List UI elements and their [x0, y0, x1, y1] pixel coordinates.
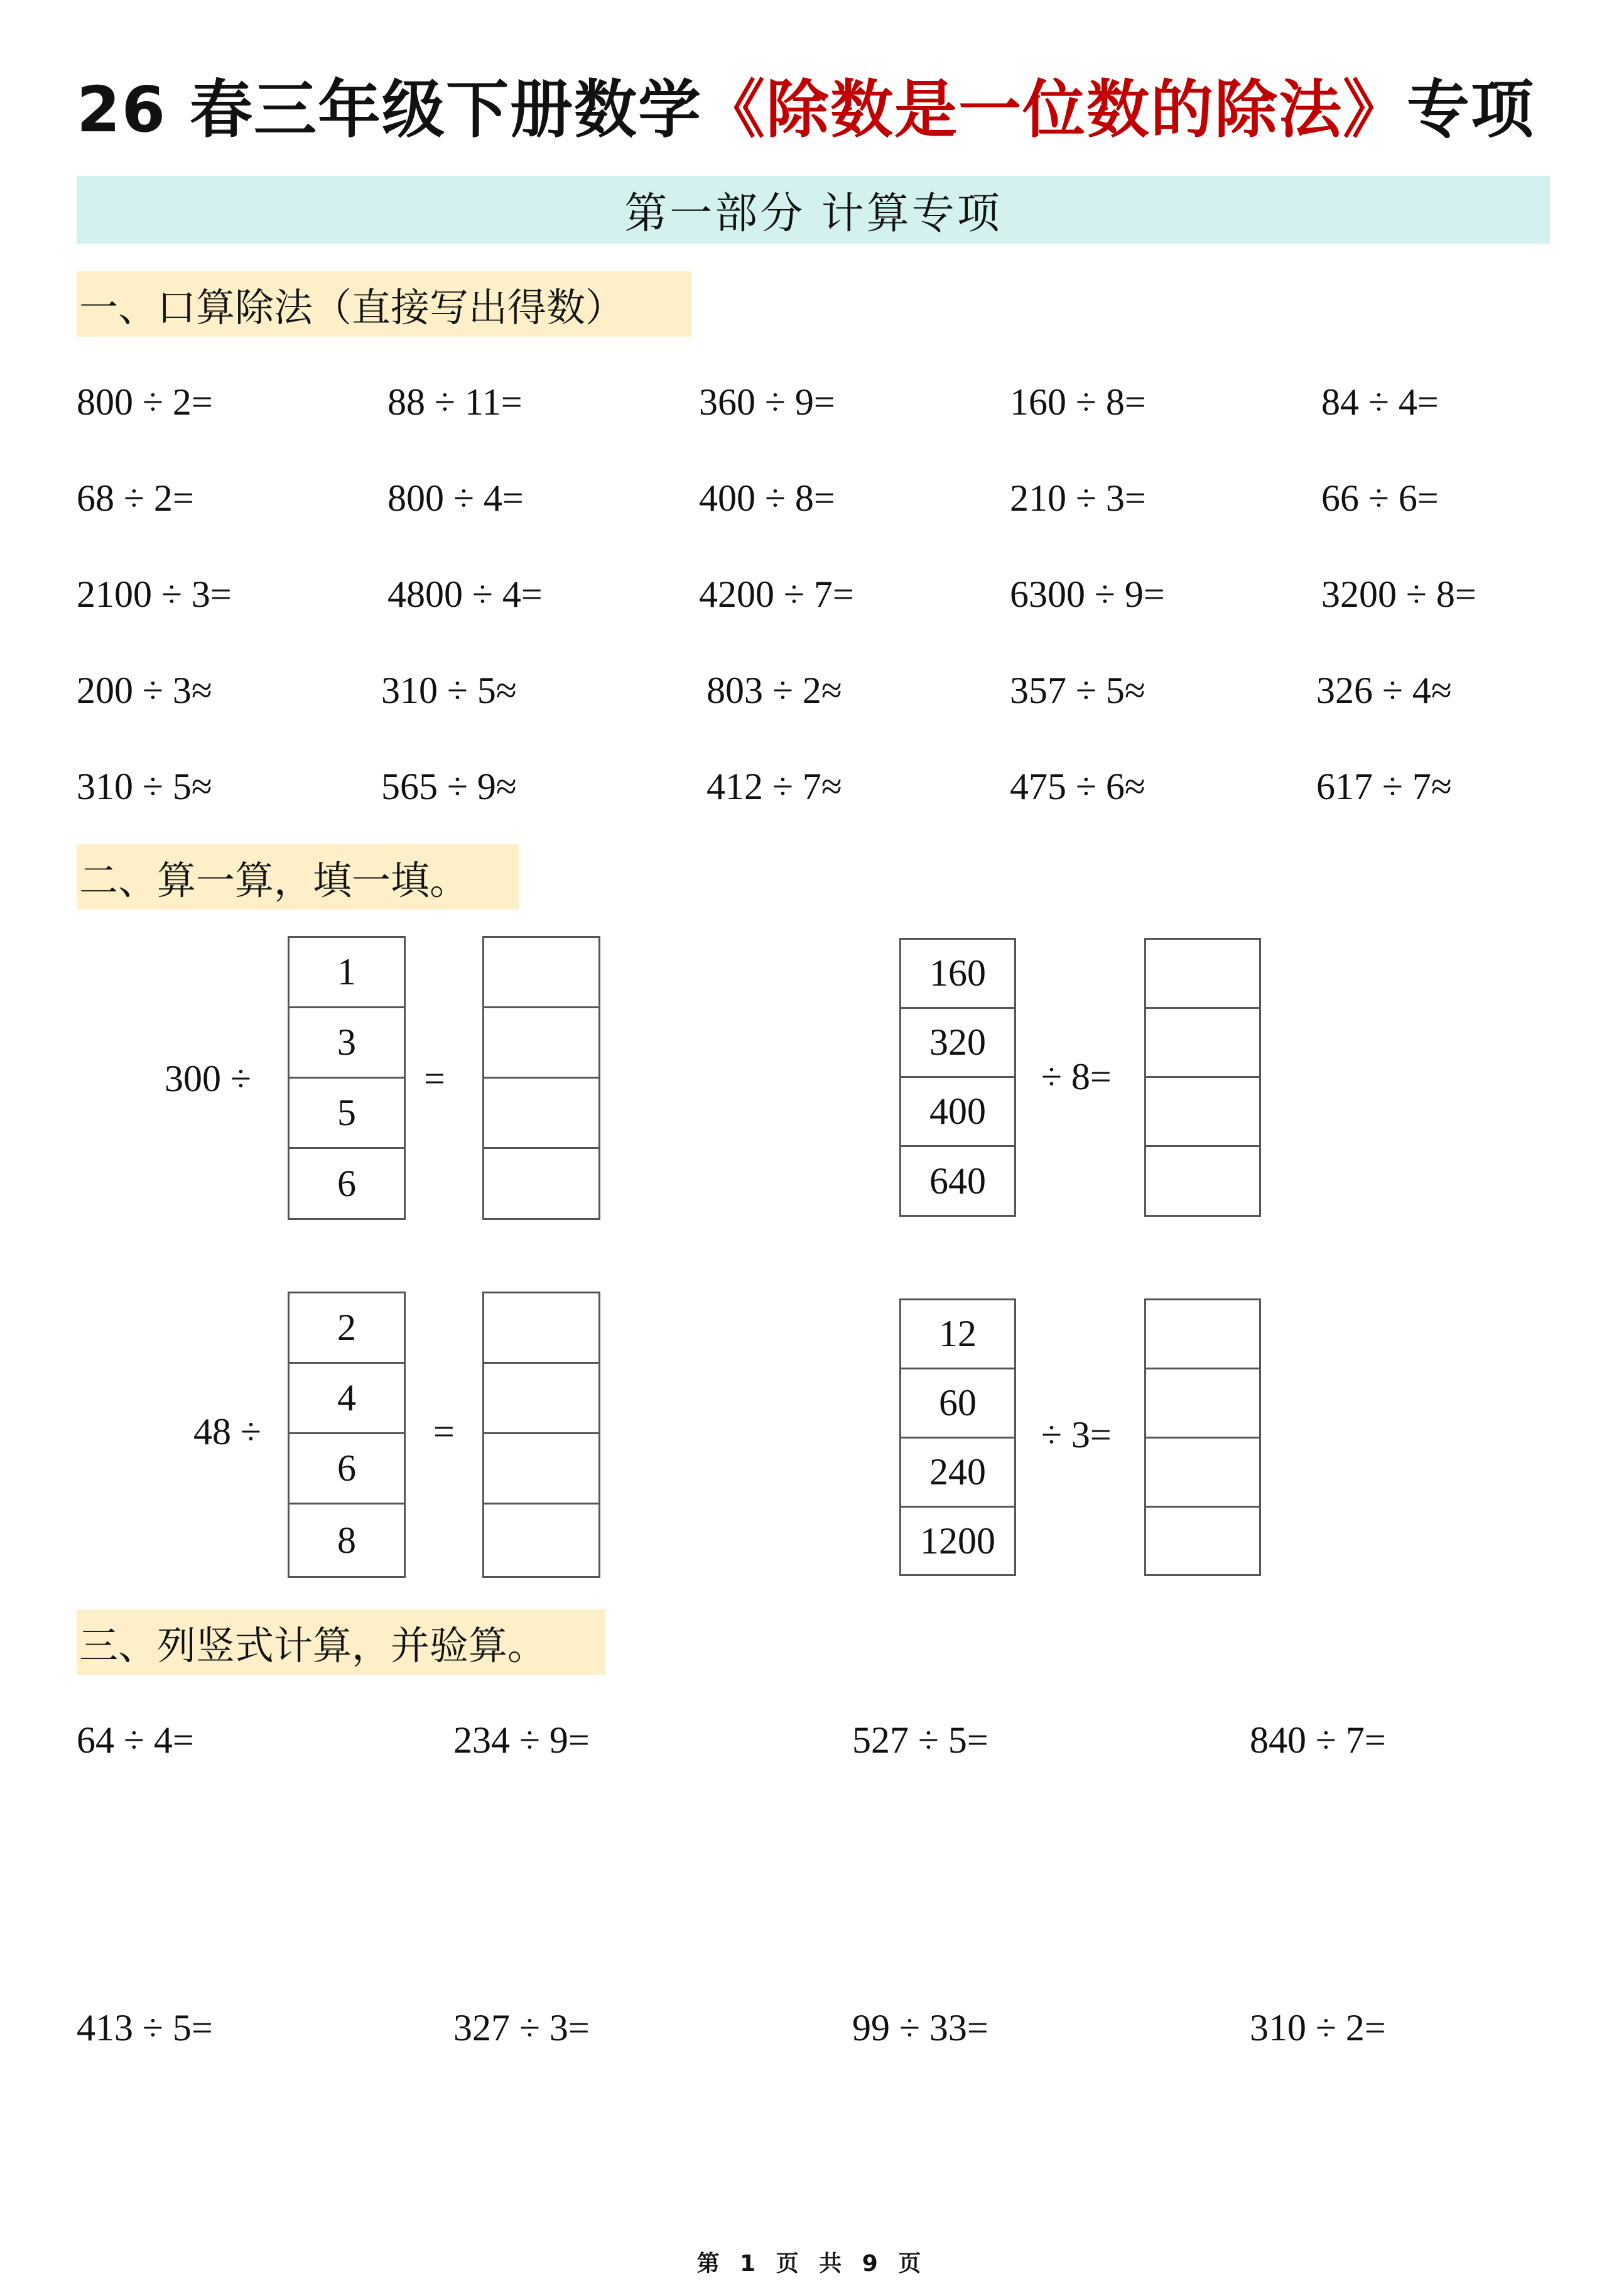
stack-cell: 320 [901, 1009, 1014, 1078]
oral-item: 84 ÷ 4= [1321, 381, 1439, 423]
divisor-stack [288, 1292, 406, 1578]
answer-box[interactable] [1146, 1009, 1259, 1078]
stack-cell: 5 [290, 1079, 404, 1149]
vertical-item: 310 ÷ 2= [1250, 2007, 1386, 2048]
stack-cell: 160 [901, 940, 1014, 1009]
answer-box[interactable] [484, 1434, 598, 1504]
stack-cell: 8 [337, 1519, 356, 1561]
answer-box[interactable] [484, 1293, 598, 1364]
answer-stack [1144, 938, 1261, 1217]
section3-heading [77, 1609, 605, 1675]
vertical-item: 327 ÷ 3= [453, 2007, 590, 2048]
dividend-stack [899, 1298, 1016, 1576]
stack-cell: 1 [290, 938, 404, 1008]
oral-item: 88 ÷ 11= [387, 381, 522, 423]
oral-item: 3200 ÷ 8= [1321, 574, 1476, 615]
page-title [77, 66, 1535, 154]
part-banner [77, 176, 1550, 244]
section1-heading [77, 271, 691, 337]
oral-item: 803 ÷ 2≈ [706, 670, 842, 711]
answer-stack [482, 936, 600, 1220]
answer-box[interactable] [1146, 940, 1259, 1009]
stack-cell: 3 [290, 1008, 404, 1079]
answer-stack [1144, 1298, 1261, 1576]
answer-box[interactable] [484, 1364, 598, 1434]
group-suffix: ÷ 8= [1041, 1056, 1112, 1097]
stack-cell: 4 [290, 1364, 404, 1434]
answer-box[interactable] [484, 1149, 598, 1218]
divisor-stack [288, 936, 406, 1220]
answer-box[interactable] [1146, 1147, 1259, 1215]
vertical-item: 64 ÷ 4= [77, 1719, 194, 1761]
stack-cell: 6 [290, 1434, 404, 1504]
oral-item: 4800 ÷ 4= [387, 574, 543, 615]
oral-item: 475 ÷ 6≈ [1010, 766, 1145, 807]
stack-cell: 2 [290, 1293, 404, 1364]
oral-item: 400 ÷ 8= [699, 477, 835, 519]
oral-item: 800 ÷ 2= [77, 381, 213, 423]
stack-cell: 6 [337, 1162, 356, 1204]
section1-heading-text: 一、口算除法（直接写出得数） [79, 284, 625, 330]
stack-cell: 12 [901, 1300, 1014, 1369]
page-number: 第 1 页 共 9 页 [696, 2251, 928, 2277]
stack-cell: 1200 [920, 1520, 995, 1562]
stack-cell: 240 [901, 1439, 1014, 1508]
title-suffix: 专项 [1406, 73, 1535, 146]
answer-box[interactable] [484, 938, 598, 1008]
answer-box[interactable] [1146, 1369, 1259, 1439]
oral-item: 200 ÷ 3≈ [77, 670, 212, 711]
answer-box[interactable] [484, 1008, 598, 1079]
answer-box[interactable] [1146, 1078, 1259, 1147]
group-suffix: = [424, 1058, 445, 1099]
oral-item: 160 ÷ 8= [1010, 381, 1146, 423]
section2-heading [77, 844, 519, 910]
vertical-item: 840 ÷ 7= [1250, 1719, 1386, 1761]
oral-item: 800 ÷ 4= [387, 477, 524, 519]
oral-item: 4200 ÷ 7= [699, 574, 854, 615]
answer-stack [482, 1292, 600, 1578]
oral-item: 310 ÷ 5≈ [77, 766, 212, 807]
title-prefix: 26 春三年级下册数学 [77, 73, 702, 146]
oral-item: 617 ÷ 7≈ [1316, 766, 1452, 807]
answer-box[interactable] [484, 1079, 598, 1149]
oral-item: 310 ÷ 5≈ [381, 670, 517, 711]
oral-item: 2100 ÷ 3= [77, 574, 232, 615]
stack-cell: 640 [929, 1160, 986, 1202]
oral-item: 6300 ÷ 9= [1010, 574, 1165, 615]
group-prefix: 300 ÷ [165, 1058, 251, 1099]
vertical-item: 234 ÷ 9= [453, 1719, 590, 1761]
oral-item: 68 ÷ 2= [77, 477, 194, 519]
stack-cell: 60 [901, 1369, 1014, 1439]
vertical-item: 527 ÷ 5= [852, 1719, 988, 1761]
answer-box[interactable] [1146, 1300, 1259, 1369]
oral-item: 210 ÷ 3= [1010, 477, 1146, 519]
vertical-item: 413 ÷ 5= [77, 2007, 213, 2048]
group-suffix: = [433, 1411, 455, 1452]
title-highlight: 《除数是一位数的除法》 [701, 73, 1407, 146]
section2-heading-text: 二、算一算，填一填。 [79, 857, 469, 903]
dividend-stack [899, 938, 1016, 1217]
part-banner-label: 第一部分 计算专项 [624, 188, 1002, 239]
oral-item: 357 ÷ 5≈ [1010, 670, 1145, 711]
oral-item: 360 ÷ 9= [699, 381, 835, 423]
vertical-item: 99 ÷ 33= [852, 2007, 988, 2048]
answer-box[interactable] [484, 1504, 598, 1576]
section3-heading-text: 三、列竖式计算，并验算。 [79, 1622, 547, 1668]
oral-item: 66 ÷ 6= [1321, 477, 1439, 519]
answer-box[interactable] [1146, 1439, 1259, 1508]
oral-item: 412 ÷ 7≈ [706, 766, 842, 807]
group-prefix: 48 ÷ [193, 1411, 261, 1452]
group-suffix: ÷ 3= [1041, 1414, 1112, 1455]
oral-item: 326 ÷ 4≈ [1316, 670, 1452, 711]
answer-box[interactable] [1146, 1508, 1259, 1574]
stack-cell: 400 [901, 1078, 1014, 1147]
oral-item: 565 ÷ 9≈ [381, 766, 517, 807]
